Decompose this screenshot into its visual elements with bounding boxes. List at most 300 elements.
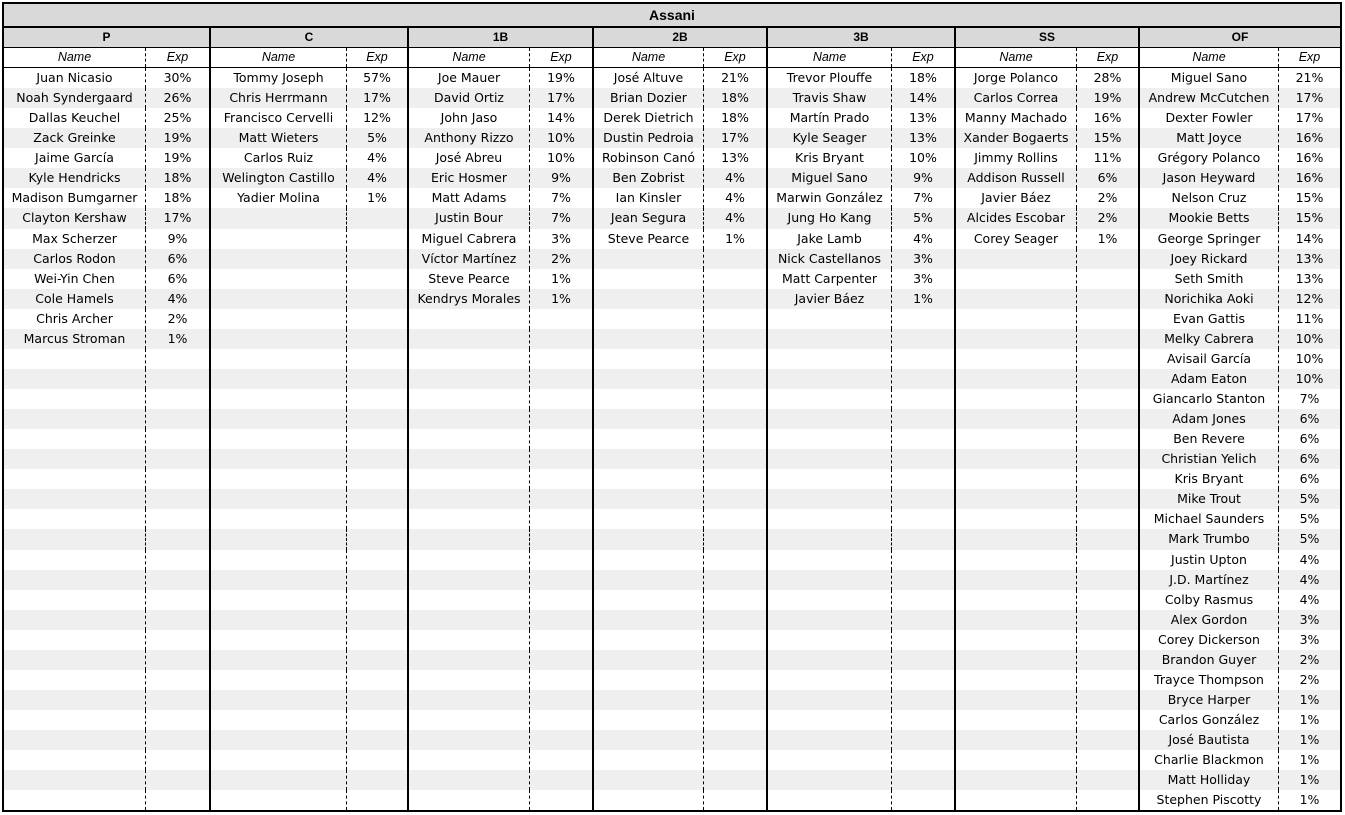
table-row [768, 550, 954, 570]
table-row [211, 68, 407, 88]
player-list [4, 68, 209, 810]
table-row [211, 309, 407, 329]
table-row [594, 770, 766, 790]
player-exposure [530, 309, 592, 329]
player-name [409, 349, 530, 369]
table-row [4, 529, 209, 549]
table-row [1140, 449, 1340, 469]
player-exposure: 2% [551, 250, 571, 266]
table-row [956, 489, 1138, 509]
player-exposure [146, 750, 209, 770]
player-exposure [704, 690, 766, 710]
player-exposure: 17% [363, 90, 391, 106]
player-exposure [347, 249, 407, 269]
table-row [768, 730, 954, 750]
table-row [1140, 88, 1340, 108]
player-name [4, 750, 146, 770]
table-row [4, 389, 209, 409]
player-name: Wei-Yin Chen [4, 269, 146, 289]
player-exposure: 19% [547, 70, 575, 85]
player-name [594, 489, 704, 509]
player-name [768, 730, 892, 750]
table-row [1140, 208, 1340, 228]
player-exposure [347, 309, 407, 329]
player-name [4, 770, 146, 790]
player-name [4, 389, 146, 409]
player-name: Andrew McCutchen [1140, 88, 1279, 108]
player-exposure [347, 509, 407, 529]
player-name: Derek Dietrich [594, 108, 704, 128]
player-exposure [704, 550, 766, 570]
table-row [768, 148, 954, 168]
table-row [956, 389, 1138, 409]
player-exposure: 15% [1295, 210, 1324, 226]
player-exposure [892, 670, 954, 690]
table-row [1140, 730, 1340, 750]
player-exposure [1077, 690, 1138, 710]
player-name: Joe Mauer [409, 68, 530, 88]
player-exposure: 13% [909, 130, 937, 146]
player-exposure: 6% [1299, 471, 1320, 487]
player-exposure [704, 529, 766, 549]
player-name [956, 429, 1077, 449]
player-exposure [146, 610, 209, 630]
table-row [594, 690, 766, 710]
player-name: Melky Cabrera [1140, 329, 1279, 349]
player-exposure [530, 710, 592, 730]
player-name [594, 269, 704, 289]
player-exposure [530, 770, 592, 790]
table-row [768, 88, 954, 108]
player-name: Joey Rickard [1140, 249, 1279, 269]
table-row [409, 469, 592, 489]
position-header: 2B [594, 28, 766, 48]
table-row [409, 329, 592, 349]
player-list [211, 68, 407, 810]
player-name: Jean Segura [594, 208, 704, 228]
player-name: Kendrys Morales [409, 289, 530, 309]
player-exposure [530, 690, 592, 710]
position-column-2b [592, 28, 766, 810]
player-exposure [146, 509, 209, 529]
player-name [956, 630, 1077, 650]
player-name [211, 389, 347, 409]
player-exposure [892, 550, 954, 570]
table-row [211, 269, 407, 289]
player-name [409, 529, 530, 549]
table-row [768, 710, 954, 730]
name-subheader: Name [409, 48, 530, 67]
player-name [409, 449, 530, 469]
column-subheader [211, 48, 407, 68]
player-name: Zack Greinke [4, 128, 146, 148]
player-exposure [530, 730, 592, 750]
table-row [768, 369, 954, 389]
table-row [211, 650, 407, 670]
table-row [4, 148, 209, 168]
player-name [594, 650, 704, 670]
player-exposure: 10% [547, 130, 575, 146]
table-row [409, 489, 592, 509]
table-row [1140, 229, 1340, 249]
player-exposure: 9% [913, 170, 933, 186]
player-name: Nick Castellanos [768, 249, 892, 269]
table-row [768, 68, 954, 88]
table-row [1140, 690, 1340, 710]
player-name: Max Scherzer [4, 229, 146, 249]
table-row [768, 188, 954, 208]
player-name: Corey Dickerson [1140, 630, 1279, 650]
player-exposure: 10% [1295, 350, 1324, 366]
player-name: Francisco Cervelli [211, 108, 347, 128]
table-row [956, 730, 1138, 750]
player-name [211, 690, 347, 710]
player-exposure [1077, 469, 1138, 489]
table-row [4, 650, 209, 670]
table-row [768, 269, 954, 289]
player-name [768, 509, 892, 529]
player-exposure [347, 730, 407, 750]
player-name [956, 309, 1077, 329]
player-name [211, 730, 347, 750]
player-exposure [892, 650, 954, 670]
table-row [594, 148, 766, 168]
table-row [1140, 710, 1340, 730]
table-row [1140, 610, 1340, 630]
player-exposure [347, 630, 407, 650]
sheet-title: Assani [4, 4, 1340, 28]
position-column-ss [954, 28, 1138, 810]
player-name: Juan Nicasio [4, 68, 146, 88]
player-name [594, 429, 704, 449]
table-row [594, 329, 766, 349]
player-name [768, 610, 892, 630]
player-exposure [146, 690, 209, 710]
player-name: Jaime García [4, 148, 146, 168]
player-name: Javier Báez [768, 289, 892, 309]
position-header: 3B [768, 28, 954, 48]
table-row [1140, 168, 1340, 188]
player-name [211, 529, 347, 549]
player-exposure: 12% [363, 110, 391, 126]
player-exposure [146, 429, 209, 449]
player-exposure: 1% [1299, 732, 1320, 748]
table-row [956, 770, 1138, 790]
player-name [768, 329, 892, 349]
player-name [409, 770, 530, 790]
player-name: Xander Bogaerts [956, 128, 1077, 148]
player-name: John Jaso [409, 108, 530, 128]
table-row [1140, 469, 1340, 489]
table-row [1140, 188, 1340, 208]
table-row [409, 108, 592, 128]
player-name: Norichika Aoki [1140, 289, 1279, 309]
player-name [768, 469, 892, 489]
player-name [768, 570, 892, 590]
player-name [768, 309, 892, 329]
player-name [211, 590, 347, 610]
player-name: Jimmy Rollins [956, 148, 1077, 168]
player-name [211, 550, 347, 570]
player-exposure [530, 329, 592, 349]
player-exposure [347, 409, 407, 429]
player-exposure [892, 329, 954, 349]
player-name: Dustin Pedroia [594, 128, 704, 148]
player-name [768, 650, 892, 670]
table-row [4, 570, 209, 590]
player-name [409, 710, 530, 730]
table-row [956, 128, 1138, 148]
table-row [1140, 489, 1340, 509]
player-exposure: 3% [913, 270, 933, 286]
exp-subheader: Exp [550, 50, 572, 64]
player-exposure [704, 449, 766, 469]
player-name [4, 570, 146, 590]
name-subheader: Name [211, 48, 347, 67]
player-name: Anthony Rizzo [409, 128, 530, 148]
player-exposure: 2% [1097, 210, 1118, 226]
player-name: José Altuve [594, 68, 704, 88]
player-name [594, 509, 704, 529]
player-name [409, 369, 530, 389]
player-name [956, 610, 1077, 630]
player-name [594, 249, 704, 269]
player-exposure: 19% [1093, 90, 1122, 106]
player-name [956, 730, 1077, 750]
table-row [956, 750, 1138, 770]
player-name [768, 349, 892, 369]
player-name [956, 269, 1077, 289]
player-name [4, 409, 146, 429]
player-name: Jung Ho Kang [768, 208, 892, 228]
table-row [4, 128, 209, 148]
table-row [211, 529, 407, 549]
table-row [956, 289, 1138, 309]
player-name: Alcides Escobar [956, 208, 1077, 228]
player-name [956, 369, 1077, 389]
table-row [4, 630, 209, 650]
player-name: Steve Pearce [409, 269, 530, 289]
table-row [211, 429, 407, 449]
player-exposure [892, 309, 954, 329]
position-column-p [4, 28, 209, 810]
table-row [768, 670, 954, 690]
player-exposure [704, 269, 766, 289]
table-row [594, 369, 766, 389]
player-exposure [530, 550, 592, 570]
table-row [4, 168, 209, 188]
position-header: SS [956, 28, 1138, 48]
player-name [211, 790, 347, 810]
table-row [409, 389, 592, 409]
table-row [1140, 509, 1340, 529]
player-name [768, 369, 892, 389]
table-row [211, 88, 407, 108]
player-exposure [530, 610, 592, 630]
table-row [409, 188, 592, 208]
table-row [409, 770, 592, 790]
table-row [211, 369, 407, 389]
player-name [956, 489, 1077, 509]
player-name: David Ortiz [409, 88, 530, 108]
table-row [211, 469, 407, 489]
player-name: Bryce Harper [1140, 690, 1279, 710]
player-name [768, 529, 892, 549]
table-row [4, 249, 209, 269]
player-name [956, 770, 1077, 790]
player-name [4, 690, 146, 710]
player-exposure [146, 650, 209, 670]
table-row [409, 750, 592, 770]
table-row [409, 790, 592, 810]
table-row [768, 349, 954, 369]
table-row [4, 550, 209, 570]
player-exposure: 10% [909, 150, 937, 166]
player-name [409, 309, 530, 329]
player-exposure [1077, 750, 1138, 770]
player-exposure: 5% [1299, 531, 1320, 547]
player-exposure [530, 670, 592, 690]
player-exposure [892, 509, 954, 529]
player-exposure [1077, 610, 1138, 630]
player-exposure [704, 590, 766, 610]
table-row [4, 329, 209, 349]
player-exposure: 26% [163, 90, 192, 106]
table-row [768, 469, 954, 489]
player-exposure: 18% [721, 90, 749, 106]
player-exposure [704, 489, 766, 509]
table-row [768, 590, 954, 610]
player-exposure: 5% [1299, 511, 1320, 527]
player-name [594, 469, 704, 489]
player-exposure [892, 630, 954, 650]
player-name [594, 610, 704, 630]
player-name: Martín Prado [768, 108, 892, 128]
player-exposure: 17% [1295, 90, 1324, 106]
player-exposure [704, 329, 766, 349]
player-exposure [347, 229, 407, 249]
player-name [956, 750, 1077, 770]
player-exposure [347, 550, 407, 570]
table-row [956, 449, 1138, 469]
player-exposure [347, 349, 407, 369]
table-row [768, 249, 954, 269]
player-name [211, 610, 347, 630]
table-row [594, 610, 766, 630]
table-row [594, 590, 766, 610]
player-exposure: 5% [1299, 491, 1320, 507]
player-name [211, 770, 347, 790]
player-name [4, 710, 146, 730]
player-name [594, 630, 704, 650]
player-name: Yadier Molina [211, 188, 347, 208]
player-exposure [1077, 309, 1138, 329]
player-exposure [704, 369, 766, 389]
player-exposure [530, 570, 592, 590]
player-exposure [146, 449, 209, 469]
player-name [768, 489, 892, 509]
player-list [409, 68, 592, 810]
player-exposure: 2% [1299, 651, 1320, 667]
table-row [4, 690, 209, 710]
player-exposure: 17% [721, 130, 749, 146]
table-row [956, 550, 1138, 570]
table-row [1140, 148, 1340, 168]
player-exposure: 14% [909, 90, 937, 106]
table-row [594, 309, 766, 329]
player-name [594, 369, 704, 389]
table-row [409, 630, 592, 650]
player-exposure [892, 710, 954, 730]
table-row [1140, 529, 1340, 549]
table-row [211, 570, 407, 590]
player-exposure: 7% [1299, 391, 1320, 406]
player-name: Adam Jones [1140, 409, 1279, 429]
player-exposure: 1% [725, 230, 745, 246]
player-exposure: 2% [1299, 671, 1320, 687]
player-exposure: 3% [1299, 611, 1320, 627]
player-name: Evan Gattis [1140, 309, 1279, 329]
table-row [594, 790, 766, 810]
player-exposure: 11% [1093, 150, 1122, 166]
player-exposure: 12% [1295, 290, 1324, 306]
player-name [211, 449, 347, 469]
player-exposure [704, 409, 766, 429]
player-exposure [530, 489, 592, 509]
player-name [4, 449, 146, 469]
table-row [768, 630, 954, 650]
player-exposure [1077, 570, 1138, 590]
player-list [1140, 68, 1340, 810]
player-name [409, 509, 530, 529]
table-row [768, 449, 954, 469]
player-name [594, 750, 704, 770]
table-row [1140, 409, 1340, 429]
player-name [211, 329, 347, 349]
player-name: Nelson Cruz [1140, 188, 1279, 208]
player-name [211, 369, 347, 389]
table-row [409, 690, 592, 710]
position-header: OF [1140, 28, 1340, 48]
player-exposure [1077, 429, 1138, 449]
table-row [768, 489, 954, 509]
player-exposure: 1% [1299, 712, 1320, 727]
player-exposure: 17% [1295, 110, 1324, 126]
player-exposure [146, 710, 209, 730]
table-row [211, 670, 407, 690]
player-exposure [704, 610, 766, 630]
exp-subheader: Exp [912, 50, 934, 64]
table-row [594, 168, 766, 188]
table-row [409, 208, 592, 228]
table-row [211, 108, 407, 128]
table-row [4, 289, 209, 309]
player-name: Carlos Rodon [4, 249, 146, 269]
player-name [956, 329, 1077, 349]
table-row [594, 630, 766, 650]
player-name [409, 570, 530, 590]
table-row [768, 108, 954, 128]
player-exposure [704, 670, 766, 690]
exp-subheader: Exp [166, 50, 189, 64]
table-row [594, 469, 766, 489]
exp-subheader: Exp [1298, 50, 1321, 64]
player-exposure: 7% [913, 190, 933, 206]
player-name: Alex Gordon [1140, 610, 1279, 630]
player-name [594, 770, 704, 790]
player-exposure [704, 509, 766, 529]
table-row [1140, 650, 1340, 670]
